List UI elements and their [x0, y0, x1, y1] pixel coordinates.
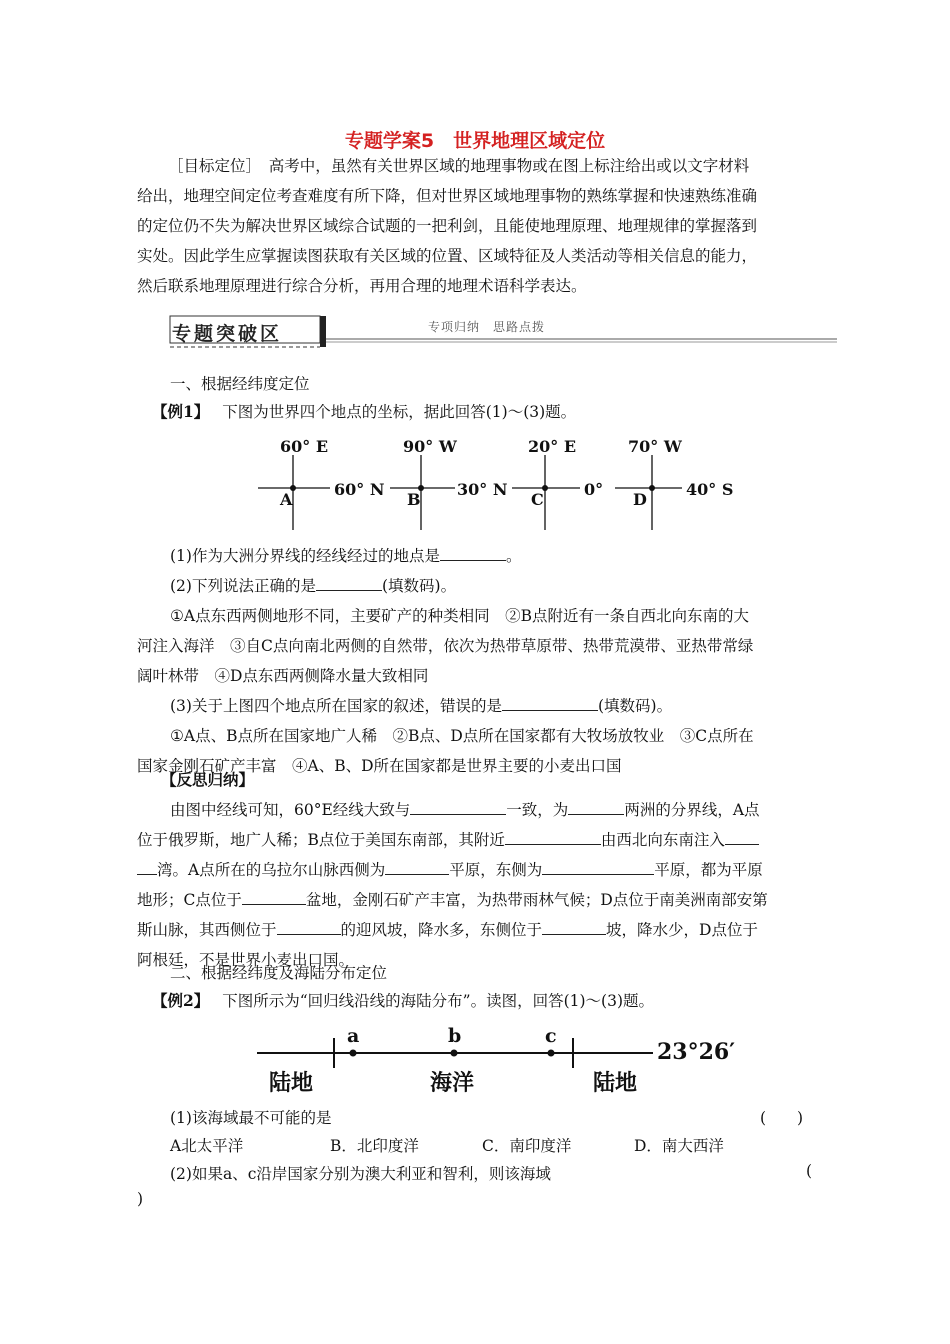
- reflection-line: 阿根廷，不是世界小麦出口国。: [137, 951, 355, 969]
- question-3-options: ①A点、B点所在国家地广人稀 ②B点、D点所在国家都有大牧场放牧业 ③C点所在: [170, 727, 754, 745]
- ex2-question-1: (1)该海域最不可能的是: [170, 1109, 332, 1127]
- question-2: (2)下列说法正确的是 (填数码)。: [170, 577, 457, 595]
- intro-line: 给出，地理空间定位考查难度有所下降，但对世界区域地理事物的熟练掌握和快速熟练准确: [137, 187, 758, 205]
- reflection-line: 地形；C点位于 盆地，金刚石矿产丰富，为热带雨林气候；D点位于南美洲南部安第: [137, 891, 768, 909]
- example-text: 下图所示为“回归线沿线的海陆分布”。读图，回答(1)～(3)题。: [222, 992, 654, 1010]
- section1-heading: 一、根据经纬度定位: [170, 375, 310, 393]
- option-a: A北太平洋: [170, 1137, 244, 1155]
- point-b-longitude: 90° W: [403, 437, 457, 456]
- point-c-label: c: [545, 1025, 557, 1047]
- ex2-question-2: (2)如果a、c沿岸国家分别为澳大利亚和智利，则该海域: [170, 1165, 551, 1183]
- point-a-label: a: [347, 1025, 360, 1047]
- example1: [152, 400, 576, 422]
- point-c-latitude: 0°: [584, 480, 604, 499]
- point-d-label: D: [633, 490, 647, 509]
- ocean-label: 海洋: [430, 1071, 475, 1096]
- land-right-label: 陆地: [593, 1071, 638, 1096]
- point-a-label: A: [280, 490, 293, 509]
- reflection-label: 【反思归纳】: [161, 770, 255, 789]
- questions1-block: [137, 541, 815, 781]
- point-d-longitude: 70° W: [628, 437, 682, 456]
- section-banner-title: 专题突破区: [172, 323, 283, 345]
- example2: [152, 989, 654, 1011]
- point-d-latitude: 40° S: [686, 480, 734, 499]
- example-label: 【例1】: [152, 402, 210, 421]
- reflection-line: 由图中经线可知，60°E经线大致与 一致，为 两洲的分界线，A点: [170, 801, 760, 819]
- page-title: 专题学案5 世界地理区域定位: [344, 130, 606, 152]
- intro-paragraph: [137, 151, 815, 301]
- intro-line: ［目标定位］ 高考中，虽然有关世界区域的地理事物或在图上标注给出或以文字材料: [168, 157, 750, 175]
- intro-line: 的定位仍不失为解决世界区域综合试题的一把利剑，且能使地理原理、地理规律的掌握落到: [137, 217, 758, 235]
- land-left-label: 陆地: [269, 1071, 314, 1096]
- reflection-block: [137, 765, 815, 975]
- question-2-options: 河注入海洋 ③自C点向南北两侧的自然带，依次为热带草原带、热带荒漠带、亚热带常绿: [137, 637, 754, 655]
- section2-heading: 二、根据经纬度及海陆分布定位: [170, 964, 388, 982]
- reflection-line: 斯山脉，其西侧位于 的迎风坡，降水多，东侧位于 坡，降水少，D点位于: [137, 921, 758, 939]
- question-1: (1)作为大洲分界线的经线经过的地点是 。: [170, 547, 522, 565]
- answer-paren-close: ): [137, 1190, 144, 1208]
- intro-line: 然后联系地理原理进行综合分析，再用合理的地理术语科学表达。: [137, 277, 587, 295]
- option-d: D．南大西洋: [634, 1137, 724, 1155]
- answer-paren: ( ): [760, 1109, 804, 1127]
- point-c-label: C: [531, 490, 544, 509]
- question-3: (3)关于上图四个地点所在国家的叙述，错误的是 (填数码)。: [170, 697, 673, 715]
- example-label: 【例2】: [152, 991, 210, 1010]
- question-2-options: 阔叶林带 ④D点东西两侧降水量大致相同: [137, 667, 429, 685]
- point-b-label: b: [448, 1025, 462, 1047]
- section-banner-subtitle: 专项归纳 思路点拨: [428, 320, 546, 334]
- tropic-latitude-label: 23°26′: [657, 1039, 736, 1065]
- point-b-latitude: 30° N: [457, 480, 508, 499]
- point-b-label: B: [407, 490, 421, 509]
- option-b: B．北印度洋: [330, 1137, 419, 1155]
- question-3-options: 国家金刚石矿产丰富 ④A、B、D所在国家都是世界主要的小麦出口国: [137, 757, 622, 775]
- option-c: C．南印度洋: [482, 1137, 572, 1155]
- answer-paren-open: (: [806, 1162, 813, 1180]
- example-text: 下图为世界四个地点的坐标，据此回答(1)～(3)题。: [222, 403, 577, 421]
- reflection-line: 湾。A点所在的乌拉尔山脉西侧为 平原，东侧为 平原，都为平原: [137, 855, 815, 885]
- question-2-options: ①A点东西两侧地形不同，主要矿产的种类相同 ②B点附近有一条自西北向东南的大: [170, 607, 749, 625]
- point-c-longitude: 20° E: [528, 437, 577, 456]
- reflection-line: 位于俄罗斯，地广人稀；B点位于美国东南部，其附近 由西北向东南注入: [137, 825, 815, 855]
- point-a-longitude: 60° E: [280, 437, 329, 456]
- intro-line: 实处。因此学生应掌握读图获取有关区域的位置、区域特征及人类活动等相关信息的能力，: [137, 247, 758, 265]
- point-a-latitude: 60° N: [334, 480, 385, 499]
